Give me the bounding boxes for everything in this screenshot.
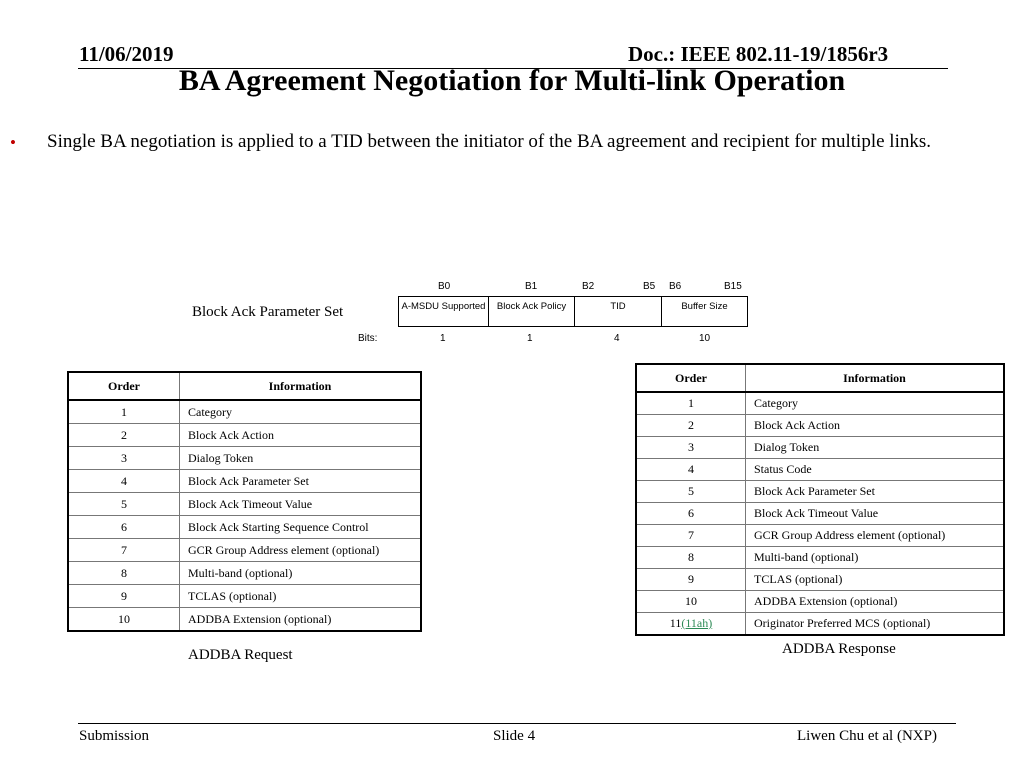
addba-response-caption: ADDBA Response [782, 641, 896, 657]
order-cell: 6 [636, 503, 746, 525]
table-row [68, 400, 421, 424]
table-row [68, 493, 421, 516]
field-cell: A-MSDU Supported [399, 297, 489, 326]
field-row [398, 296, 748, 327]
order-cell: 10 [68, 608, 180, 632]
addba-request-table [67, 371, 422, 632]
order-cell: 7 [68, 539, 180, 562]
order-cell: 7 [636, 525, 746, 547]
header-date: 11/06/2019 [79, 42, 174, 66]
table-row [68, 562, 421, 585]
field-cell: Buffer Size [681, 301, 728, 312]
table-row [636, 547, 1004, 569]
information-cell: Block Ack Timeout Value [180, 493, 422, 516]
order-cell: 4 [636, 459, 746, 481]
addba-request-caption: ADDBA Request [188, 647, 293, 663]
order-cell: 9 [68, 585, 180, 608]
table-row [636, 481, 1004, 503]
bullet-marker: • [10, 133, 16, 152]
information-cell: Block Ack Timeout Value [746, 503, 1005, 525]
information-cell: Block Ack Parameter Set [746, 481, 1005, 503]
order-cell: 8 [636, 547, 746, 569]
information-cell: GCR Group Address element (optional) [180, 539, 422, 562]
footer-slide-number: Slide 4 [493, 728, 536, 744]
table-row [636, 437, 1004, 459]
bits-label: Bits: [358, 333, 378, 344]
order-cell: 3 [68, 447, 180, 470]
table-row [636, 591, 1004, 613]
field-cell: TID [575, 297, 662, 326]
header-doc-id: Doc.: IEEE 802.11-19/1856r3 [628, 42, 889, 66]
table-row [636, 392, 1004, 415]
information-cell: Block Ack Action [746, 415, 1005, 437]
information-cell: Category [180, 400, 422, 424]
table-row [68, 608, 421, 632]
order-note: (11ah) [681, 616, 713, 630]
order-cell: 1 [636, 392, 746, 415]
column-header: Information [746, 364, 1005, 392]
column-header: Order [68, 372, 180, 400]
bit-position-label: B2 [582, 281, 595, 292]
footer-rule [78, 723, 956, 724]
information-cell: Multi-band (optional) [180, 562, 422, 585]
order-cell: 5 [68, 493, 180, 516]
bit-size: 1 [440, 333, 446, 344]
information-cell: Category [746, 392, 1005, 415]
table-row [68, 539, 421, 562]
diagram-label: Block Ack Parameter Set [192, 304, 344, 320]
bit-position-label: B0 [438, 281, 451, 292]
information-cell: Originator Preferred MCS (optional) [746, 613, 1005, 636]
information-cell: Block Ack Starting Sequence Control [180, 516, 422, 539]
slide-title: BA Agreement Negotiation for Multi-link Operation [178, 64, 846, 97]
order-cell: 1 [68, 400, 180, 424]
information-cell: GCR Group Address element (optional) [746, 525, 1005, 547]
bit-position-label: B15 [724, 281, 742, 292]
order-cell: 9 [636, 569, 746, 591]
column-header: Information [180, 372, 422, 400]
table-row [636, 569, 1004, 591]
column-header: Order [636, 364, 746, 392]
information-cell: TCLAS (optional) [746, 569, 1005, 591]
bit-position-label: B1 [525, 281, 538, 292]
order-cell: 3 [636, 437, 746, 459]
information-cell: Block Ack Parameter Set [180, 470, 422, 493]
table-row [68, 424, 421, 447]
order-cell: 6 [68, 516, 180, 539]
information-cell: Dialog Token [746, 437, 1005, 459]
table-row [68, 516, 421, 539]
table-row [636, 415, 1004, 437]
bit-size: 1 [527, 333, 533, 344]
table-header-row [636, 364, 1004, 392]
bit-position-label: B6 [669, 281, 682, 292]
information-cell: ADDBA Extension (optional) [746, 591, 1005, 613]
order-cell: 4 [68, 470, 180, 493]
field-cell: Block Ack Policy [489, 297, 575, 326]
order-cell [636, 613, 746, 636]
information-cell: Multi-band (optional) [746, 547, 1005, 569]
information-cell: Status Code [746, 459, 1005, 481]
bit-position-label: B5 [643, 281, 656, 292]
bit-size: 10 [699, 333, 711, 344]
table-row [68, 470, 421, 493]
table-row [636, 613, 1004, 636]
footer-submission: Submission [79, 728, 150, 744]
order-number: 11 [669, 616, 682, 630]
table-row [636, 525, 1004, 547]
bullet-text: Single BA negotiation is applied to a TID between the initiator of the BA agreement and recipient for multiple links. [47, 131, 932, 152]
information-cell: Dialog Token [180, 447, 422, 470]
table-row [636, 459, 1004, 481]
table-row [68, 447, 421, 470]
footer-authors: Liwen Chu et al (NXP) [797, 728, 937, 744]
order-cell: 10 [636, 591, 746, 613]
information-cell: ADDBA Extension (optional) [180, 608, 422, 632]
order-cell: 2 [636, 415, 746, 437]
bit-size: 4 [614, 333, 620, 344]
addba-response-table [635, 363, 1005, 636]
table-row [636, 503, 1004, 525]
order-cell: 5 [636, 481, 746, 503]
order-cell: 8 [68, 562, 180, 585]
order-cell: 2 [68, 424, 180, 447]
information-cell: Block Ack Action [180, 424, 422, 447]
table-header-row [68, 372, 421, 400]
table-row [68, 585, 421, 608]
information-cell: TCLAS (optional) [180, 585, 422, 608]
